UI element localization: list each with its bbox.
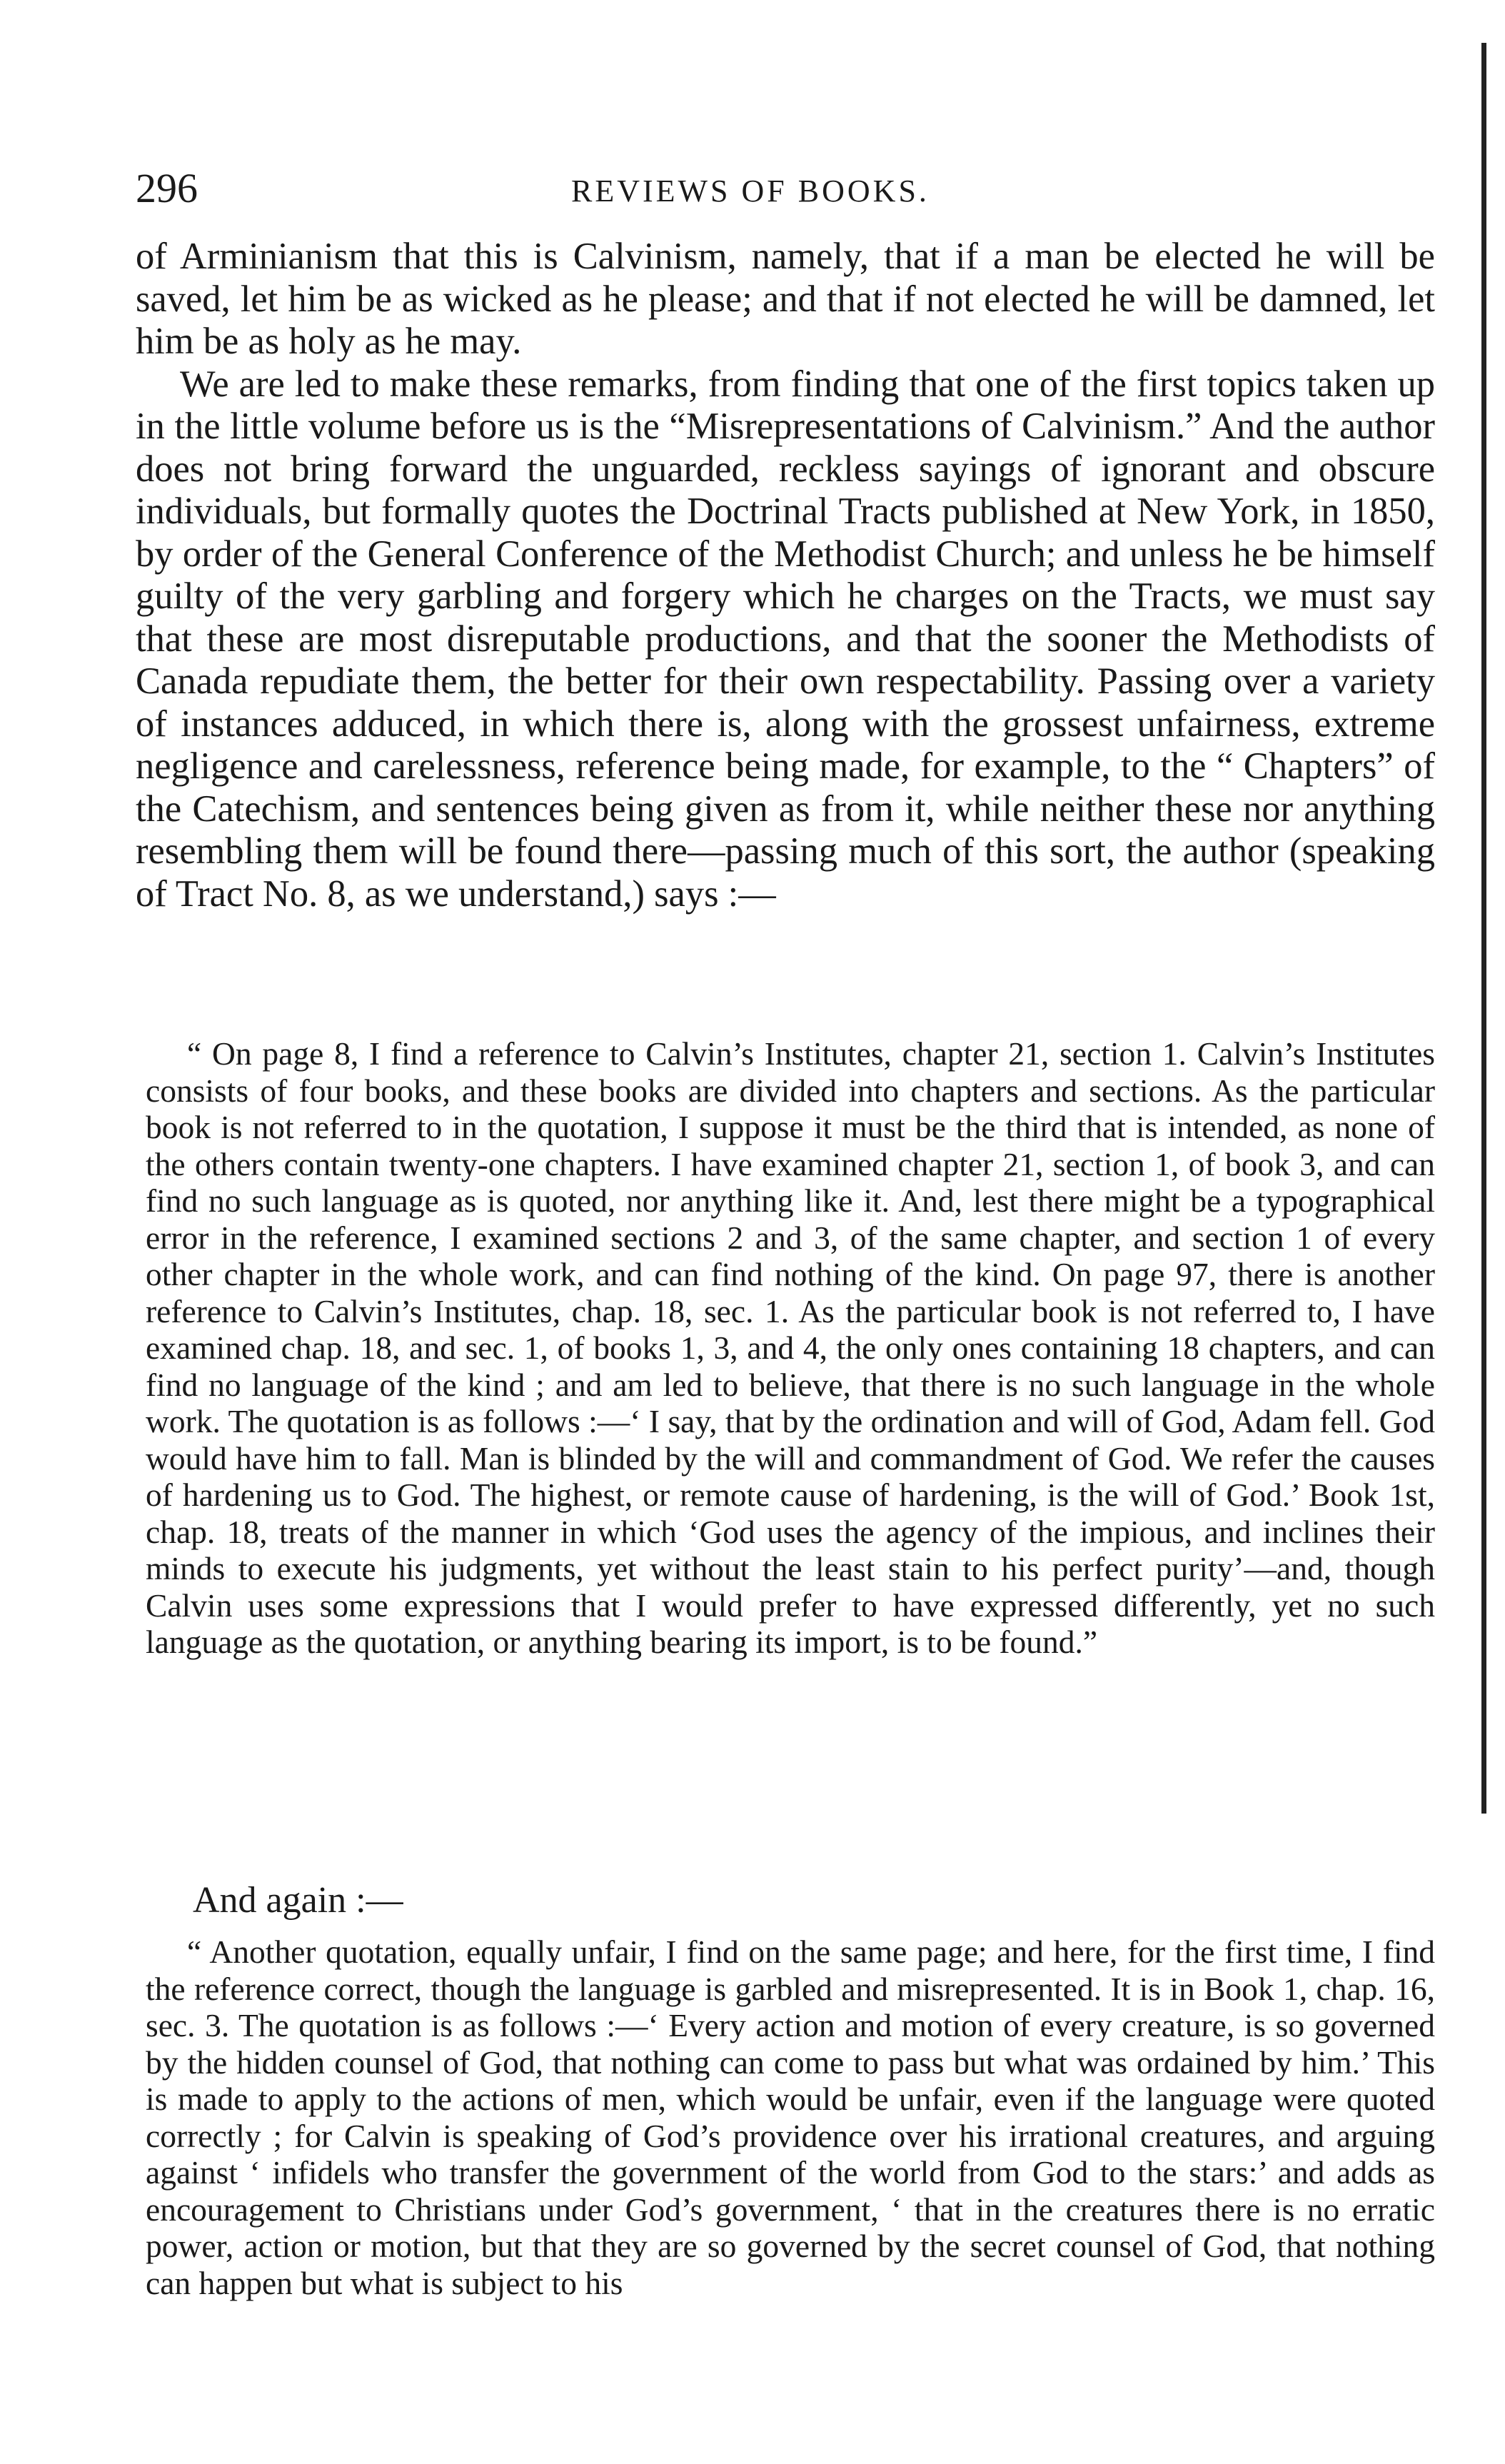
running-head: REVIEWS OF BOOKS. (571, 174, 930, 208)
block-quote-1-text: “ On page 8, I find a reference to Calvin’s Institutes, chapter 21, section 1. Calvin’s Institutes consists of four books, and these books are divided into chapters and sections. As the particular book is not referred to in the quotation, I suppose it must be the third that is intended, as none of the others contain twenty-one chapters. I have examined chapter 21, section 1, of book 3, and can find no such language as is quoted, nor anything like it. And, lest there might be a typographical error in the reference, I examined sections 2 and 3, of the same chapter, and section 1 of every other chapter in the whole work, and can find nothing of the kind. On page 97, there is another reference to Calvin’s Institutes, chap. 18, sec. 1. As the particular book is not referred to, I have examined chap. 18, and sec. 1, of books 1, 3, and 4, the only ones containing 18 chapters, and can find no language of the kind ; and am led to believe, that there is no such language in the whole work. The quotation is as follows :—‘ I say, that by the ordination and will of God, Adam fell. God would have him to fall. Man is blinded by the will and commandment of God. We refer the causes of hardening us to God. The highest, or remote cause of hardening, is the will of God.’ Book 1st, chap. 18, treats of the manner in which ‘God uses the agency of the impious, and inclines their minds to execute his judgments, yet without the least stain to his perfect purity’—and, though Calvin uses some expressions that I would prefer to have expressed differently, yet no such language as the quotation, or anything bearing its import, is to be found.” (146, 1035, 1435, 1660)
body-text (136, 236, 1435, 915)
paragraph-1: of Arminianism that this is Calvinism, namely, that if a man be elected he will be saved, let him be as wicked as he please; and that if not elected he will be damned, let him be as holy as he may. (136, 236, 1435, 362)
paragraph-2: We are led to make these remarks, from finding that one of the first topics taken up in the little volume before us is the “Misrepresentations of Calvinism.” And the author does not bring forward the unguarded, reckless sayings of ignorant and obscure individuals, but formally quotes the Doctrinal Tracts published at New York, in 1850, by order of the General Conference of the Methodist Church; and unless he be himself guilty of the very garbling and forgery which he charges on the Tracts, we must say that these are most disreputable productions, and that the sooner the Methodists of Canada repudiate them, the better for their own respectability. Passing over a variety of instances adduced, in which there is, along with the grossest unfairness, extreme negligence and carelessness, reference being made, for example, to the “ Chapters” of the Catechism, and sentences being given as from it, while neither these nor anything resembling them will be found there—passing much of this sort, the author (speaking of Tract No. 8, as we understand,) says :— (136, 363, 1435, 915)
page-edge-rule (1481, 43, 1486, 1814)
and-again-line: And again :— (193, 1880, 403, 1921)
block-quote-2 (146, 1934, 1435, 2301)
page-header (136, 163, 1435, 220)
block-quote-2-text: “ Another quotation, equally unfair, I find on the same page; and here, for the first time, I find the reference correct, though the language is garbled and misrepresented. It is in Book 1, chap. 16, sec. 3. The quotation is as follows :—‘ Every action and motion of every creature, is so governed by the hidden counsel of God, that nothing can come to pass but what was ordained by him.’ This is made to apply to the actions of men, which would be unfair, even if the language were quoted correctly ; for Calvin is speaking of God’s providence over his irrational creatures, and arguing against ‘ infidels who transfer the government of the world from God to the stars:’ and adds as encouragement to Christians under God’s government, ‘ that in the creatures there is no erratic power, action or motion, but that they are so governed by the secret counsel of God, that nothing can happen but what is subject to his (146, 1934, 1435, 2301)
block-quote-1 (146, 1035, 1435, 1661)
page-number: 296 (136, 165, 198, 211)
